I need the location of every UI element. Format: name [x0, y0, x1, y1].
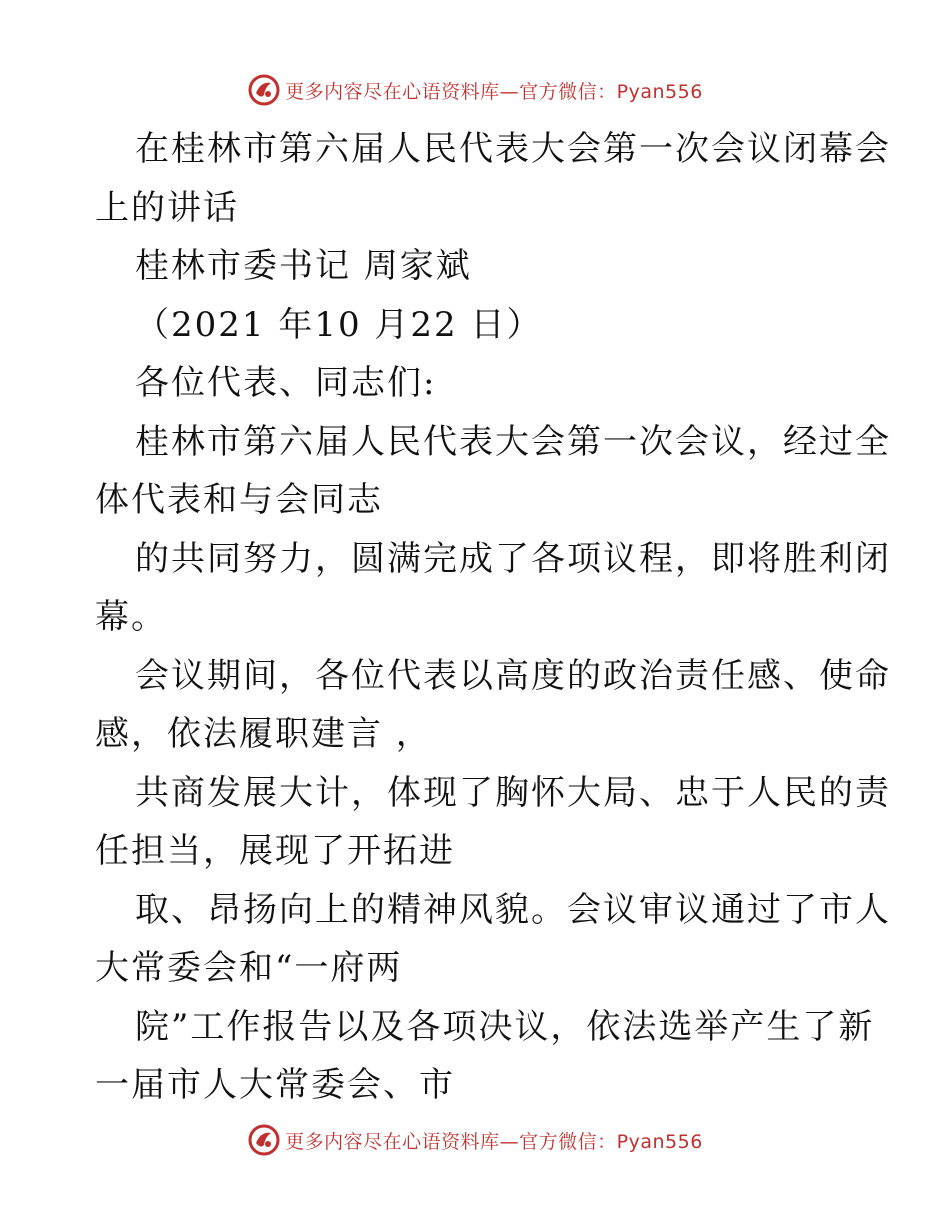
text-line: 会议期间，各位代表以高度的政治责任感、使命 [135, 655, 891, 696]
document-text [95, 120, 891, 1115]
header-banner [0, 70, 950, 110]
text-line: 一届市人大常委会、市 [95, 1065, 455, 1105]
footer-banner [0, 1120, 950, 1160]
author-line: 桂林市委书记 周家斌 [135, 246, 472, 286]
text-line: 取、昂扬向上的精神风貌。会议审议通过了市人 [135, 889, 891, 930]
text-line: 上的讲话 [95, 187, 239, 228]
salutation-line: 各位代表、同志们: [135, 363, 437, 403]
header-banner-text: 更多内容尽在心语资料库—官方微信：Pyan556 [285, 80, 703, 103]
red-swirl-logo-icon [247, 1123, 281, 1157]
footer-banner-text: 更多内容尽在心语资料库—官方微信：Pyan556 [285, 1130, 703, 1153]
text-line: 的共同努力，圆满完成了各项议程，即将胜利闭 [135, 538, 891, 579]
text-line: 感，依法履职建言 ， [95, 714, 432, 754]
text-line: 院”工作报告以及各项决议，依法选举产生了新 [135, 1006, 875, 1047]
text-line: 体代表和与会同志 [95, 480, 383, 520]
document-body [95, 120, 891, 1115]
text-line: 任担当，展现了开拓进 [95, 831, 455, 871]
date-line: （2021 年10 月22 日） [135, 304, 543, 345]
text-line: 桂林市第六届人民代表大会第一次会议，经过全 [135, 421, 891, 462]
text-line: 在桂林市第六届人民代表大会第一次会议闭幕会 [135, 129, 891, 169]
red-swirl-logo-icon [247, 73, 281, 107]
text-line: 幕。 [95, 597, 167, 637]
text-line: 共商发展大计，体现了胸怀大局、忠于人民的责 [135, 772, 891, 813]
text-line: 大常委会和“一府两 [95, 948, 403, 988]
